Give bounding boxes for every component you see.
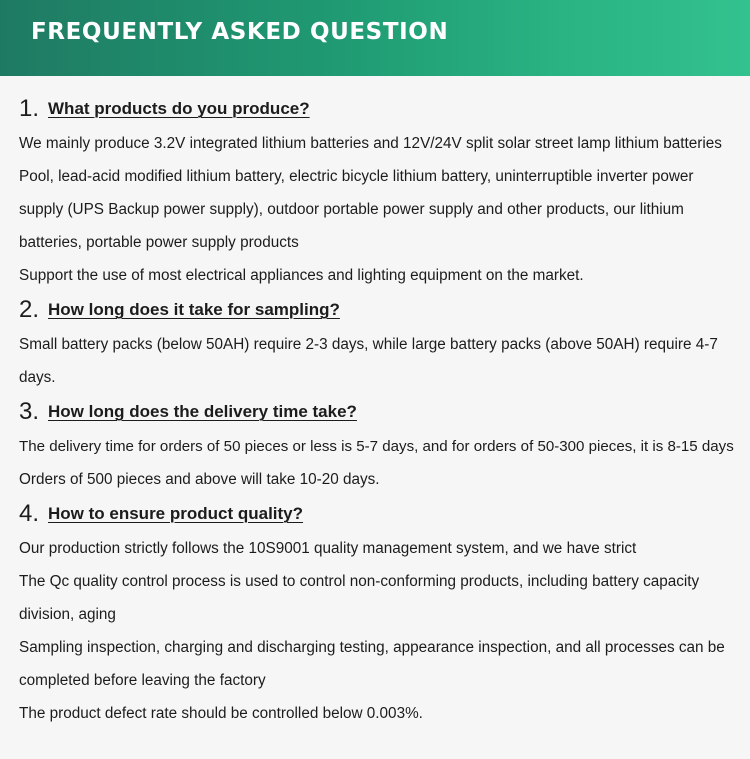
faq-question-row bbox=[19, 394, 741, 430]
faq-answer-line: days. bbox=[19, 369, 56, 386]
faq-answer-line: The product defect rate should be controlled below 0.003%. bbox=[19, 705, 423, 722]
faq-answer-line: Pool, lead-acid modified lithium battery, electric bicycle lithium battery, uninterruptible inverter power bbox=[19, 168, 694, 185]
faq-answer-line: supply (UPS Backup power supply), outdoor portable power supply and other products, our lithium bbox=[19, 201, 684, 218]
faq-answer-line: division, aging bbox=[19, 606, 116, 623]
faq-question-row bbox=[19, 91, 741, 127]
faq-answer-line: Support the use of most electrical appliances and lighting equipment on the market. bbox=[19, 267, 584, 284]
faq-item-1 bbox=[19, 91, 741, 292]
faq-number: 2. bbox=[19, 296, 40, 323]
faq-answer-line: Our production strictly follows the 10S9001 quality management system, and we have strict bbox=[19, 540, 637, 557]
faq-question: How long does it take for sampling? bbox=[48, 300, 340, 319]
faq-answer-line: Sampling inspection, charging and discharging testing, appearance inspection, and all processes can be bbox=[19, 639, 725, 656]
faq-item-2 bbox=[19, 292, 741, 394]
page-title: FREQUENTLY ASKED QUESTION bbox=[31, 19, 449, 45]
faq-number: 3. bbox=[19, 398, 40, 425]
faq-answer-line: The delivery time for orders of 50 pieces or less is 5-7 days, and for orders of 50-300 pieces, it is 8-15 days bbox=[19, 438, 734, 455]
faq-answer-line: We mainly produce 3.2V integrated lithium batteries and 12V/24V split solar street lamp lithium batteries bbox=[19, 135, 722, 152]
faq-answer-line: The Qc quality control process is used to control non-conforming products, including battery capacity bbox=[19, 573, 700, 590]
faq-answer-line: completed before leaving the factory bbox=[19, 672, 266, 689]
faq-question-row bbox=[19, 496, 741, 532]
faq-number: 4. bbox=[19, 500, 40, 527]
faq-question-row bbox=[19, 292, 741, 328]
faq-question: What products do you produce? bbox=[48, 99, 310, 118]
faq-answer-line: Small battery packs (below 50AH) require 2-3 days, while large battery packs (above 50AH) require 4-7 bbox=[19, 336, 718, 353]
header-banner bbox=[0, 0, 750, 76]
faq-list bbox=[19, 91, 741, 730]
faq-item-4 bbox=[19, 496, 741, 730]
faq-question: How to ensure product quality? bbox=[48, 504, 304, 523]
faq-number: 1. bbox=[19, 95, 40, 122]
faq-item-3 bbox=[19, 394, 741, 496]
faq-question: How long does the delivery time take? bbox=[48, 402, 357, 421]
faq-answer-line: batteries, portable power supply products bbox=[19, 234, 299, 251]
faq-answer-line: Orders of 500 pieces and above will take 10-20 days. bbox=[19, 471, 380, 488]
